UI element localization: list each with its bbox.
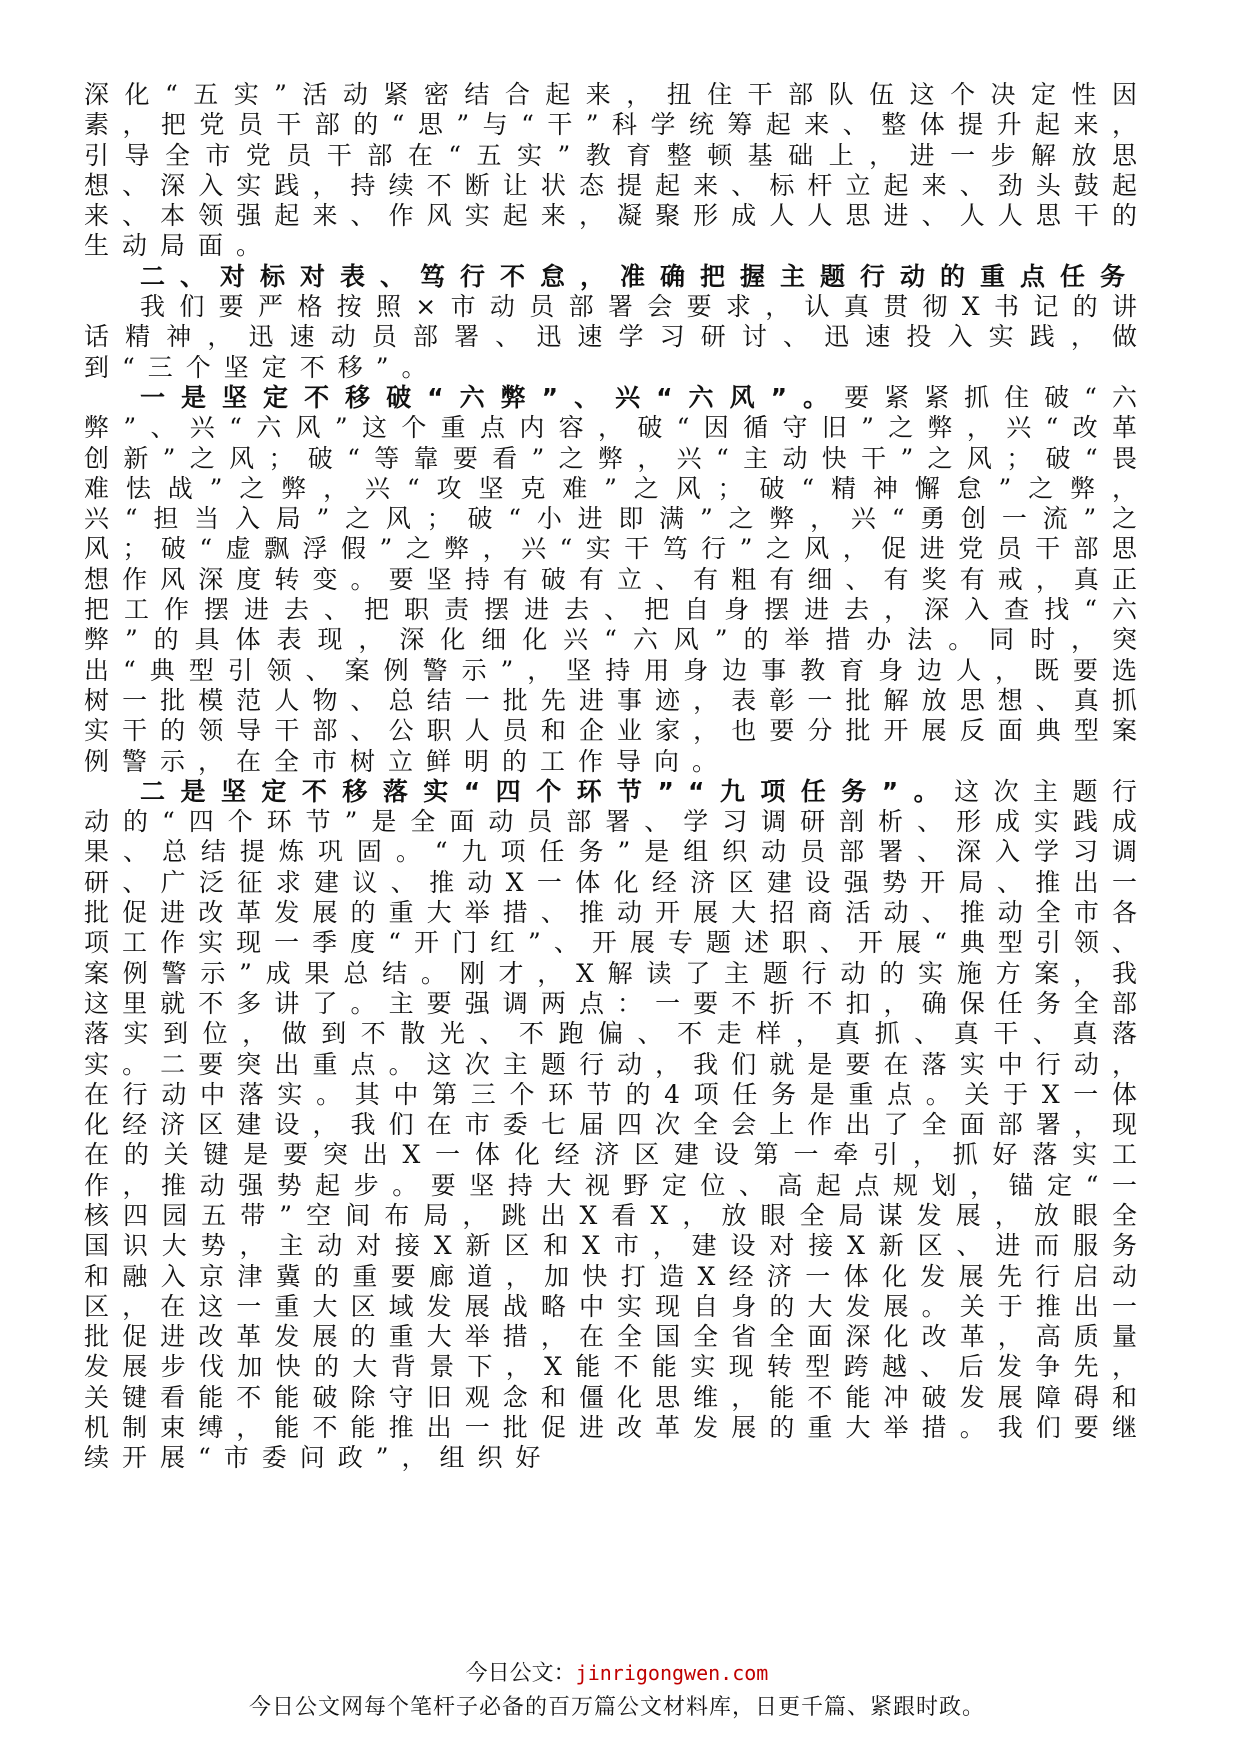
footer-site-url[interactable]: jinrigongwen.com (575, 1661, 769, 1685)
paragraph-point-two (84, 777, 1150, 1474)
footer-site-label: 今日公文： (465, 1661, 576, 1686)
paragraph-body: 我们要严格按照×市动员部署会要求，认真贯彻X书记的讲话精神，迅速动员部署、迅速学习研讨、迅速投入实践，做到“三个坚定不移”。 (84, 292, 1150, 382)
point-two-text: 这次主题行动的“四个环节”是全面动员部署、学习调研剖析、形成实践成果、总结提炼巩固。“九项任务”是组织动员部署、深入学习调研、广泛征求建议、推动X一体化经济区建设强势开局、推出一批促进改革发展的重大举措、推动开展大招商活动、推动全市各项工作实现一季度“开门红”、开展专题述职、开展“典型引领、案例警示”成果总结。刚才，X解读了主题行动的实施方案，我这里就不多讲了。主要强调两点：一要不折不扣，确保任务全部落实到位，做到不散光、不跑偏、不走样，真抓、真干、真落实。二要突出重点。这次主题行动，我们就是要在落实中行动，在行动中落实。其中第三个环节的4项任务是重点。关于X一体化经济区建设，我们在市委七届四次全会上作出了全面部署，现在的关键是要突出X一体化经济区建设第一牵引，抓好落实工作，推动强势起步。要坚持大视野定位、高起点规划，锚定“一核四园五带”空间布局，跳出X看X，放眼全局谋发展，放眼全国识大势，主动对接X新区和X市，建设对接X新区、进而服务和融入京津冀的重要廊道，加快打造X经济一体化发展先行启动区，在这一重大区域发展战略中实现自身的大发展。关于推出一批促进改革发展的重大举措，在全国全省全面深化改革，高质量发展步伐加快的大背景下，X能不能实现转型跨越、后发争先，关键看能不能破除守旧观念和僵化思维，能不能冲破发展障碍和机制束缚，能不能推出一批促进改革发展的重大举措。我们要继续开展“市委问政”，组织好 (84, 776, 1150, 1473)
paragraph-continuation: 深化“五实”活动紧密结合起来，扭住干部队伍这个决定性因素，把党员干部的“思”与“干”科学统筹起来、整体提升起来，引导全市党员干部在“五实”教育整顿基础上，进一步解放思想、深入实践，持续不断让状态提起来、标杆立起来、劲头鼓起来、本领强起来、作风实起来，凝聚形成人人思进、人人思干的生动局面。 (84, 80, 1150, 261)
point-one-text: 要紧紧抓住破“六弊”、兴“六风”这个重点内容，破“因循守旧”之弊，兴“改革创新”之风；破“等靠要看”之弊，兴“主动快干”之风；破“畏难怯战”之弊，兴“攻坚克难”之风；破“精神懈怠”之弊，兴“担当入局”之风；破“小进即满”之弊，兴“勇创一流”之风；破“虚飘浮假”之弊，兴“实干笃行”之风，促进党员干部思想作风深度转变。要坚持有破有立、有粗有细、有奖有戒，真正把工作摆进去、把职责摆进去、把自身摆进去，深入查找“六弊”的具体表现，深化细化兴“六风”的举措办法。同时，突出“典型引领、案例警示”，坚持用身边事教育身边人，既要选树一批模范人物、总结一批先进事迹，表彰一批解放思想、真抓实干的领导干部、公职人员和企业家，也要分批开展反面典型案例警示，在全市树立鲜明的工作导向。 (84, 382, 1150, 776)
document-body (84, 80, 1150, 1474)
footer-tagline: 今日公文网每个笔杆子必备的百万篇公文材料库，日更千篇、紧跟时政。 (248, 1695, 985, 1720)
point-two-lead: 二是坚定不移落实“四个环节”“九项任务”。 (140, 776, 955, 806)
point-one-lead: 一是坚定不移破“六弊”、兴“六风”。 (140, 382, 845, 412)
paragraph-point-one (84, 383, 1150, 777)
section-heading: 二、对标对表、笃行不怠，准确把握主题行动的重点任务 (140, 261, 1141, 291)
footer-site (0, 1656, 1234, 1687)
